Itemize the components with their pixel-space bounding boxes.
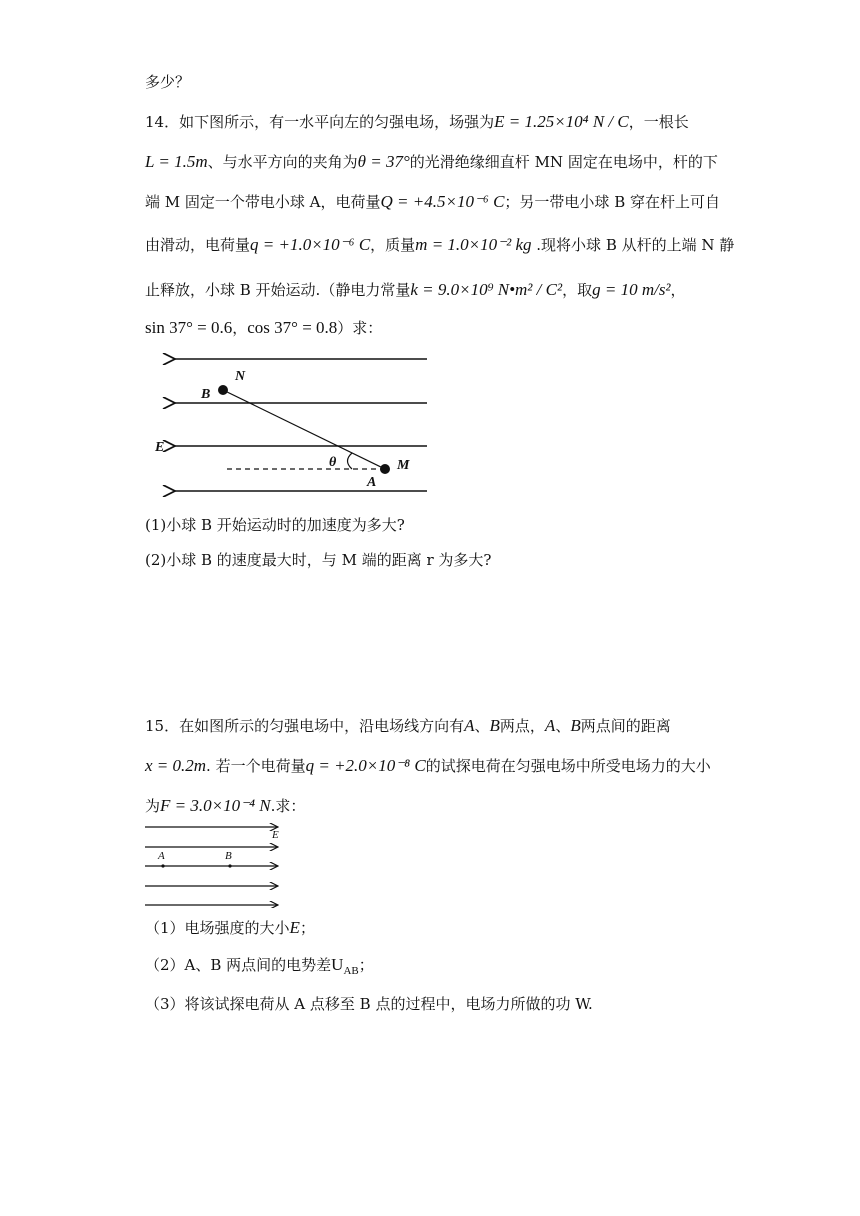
equation-mass: m = 1.0×10⁻² kg [415,235,532,254]
question-number: 14． [145,113,180,131]
ball-B [218,385,228,395]
ball-A [380,464,390,474]
text: . 若一个电荷量 [206,757,306,775]
q15-line-2 [145,756,711,776]
label-E: E [272,829,279,841]
equation-field-strength: E = 1.25×10⁴ N / C [494,112,629,131]
text: 的试探电荷在匀强电场中所受电场力的大小 [425,757,711,775]
q14-line-4 [145,235,734,255]
equation-charge-q: q = +1.0×10⁻⁶ C [250,235,371,254]
equation-angle: θ = 37° [357,152,410,171]
text: ，一根长 [628,113,689,131]
point-B: B [570,716,581,735]
point-B-dot [228,864,231,867]
q15-line-3 [145,796,305,816]
q15-sub-2 [145,955,374,981]
text: ； [358,956,374,974]
q15-sub-3: （3）将该试探电荷从 A 点移至 B 点的过程中，电场力所做的功 W. [145,995,593,1013]
text: 止释放，小球 B 开始运动.（静电力常量 [145,281,411,299]
label-M: M [397,458,410,473]
q15-figure [145,822,290,908]
text: ， [232,319,248,337]
text: .求： [270,797,306,815]
rod-MN [223,390,385,469]
label-A: A [367,475,377,490]
q14-figure [145,345,445,505]
q14-line-5 [145,280,686,300]
text: ；另一带电小球 B 穿在杆上可自 [504,193,720,211]
text: .现将小球 B 从杆的上端 N 静 [531,236,735,254]
equation-gravity: g = 10 m/s² [592,280,671,299]
q14-sub-1: (1)小球 B 开始运动时的加速度为多大? [145,516,405,534]
angle-arc [348,453,353,469]
symbol-U: U [331,955,344,974]
equation-force: F = 3.0×10⁻⁴ N [160,796,271,815]
text: ， [670,281,686,299]
text: 两点， [499,717,545,735]
equation-charge: q = +2.0×10⁻⁸ C [305,756,426,775]
label-B: B [225,850,232,862]
equation-sin: sin 37° = 0.6 [145,318,233,337]
q14-sub-2: (2)小球 B 的速度最大时，与 M 端的距离 r 为多大? [145,551,492,569]
text: ）求： [337,319,383,337]
q14-line-6 [145,318,382,338]
label-B: B [201,387,211,402]
equation-cos: cos 37° = 0.8 [247,318,338,337]
text: 、与水平方向的夹角为 [207,153,358,171]
text: ，质量 [370,236,416,254]
text: ，取 [562,281,593,299]
equation-charge-Q: Q = +4.5×10⁻⁶ C [380,192,505,211]
q15-line-1 [145,716,671,736]
q14-line-1 [145,112,689,132]
text: 、 [555,717,571,735]
text: 、 [474,717,490,735]
q15-sub-1 [145,918,315,938]
q14-line-3 [145,192,720,212]
text: 的光滑绝缘细直杆 MN 固定在电场中，杆的下 [409,153,718,171]
label-E: E [155,440,165,455]
q14-line-2 [145,152,718,172]
point-A: A [464,716,475,735]
point-A-dot [161,864,164,867]
text: 为 [145,797,161,815]
text: （2）A、B 两点间的电势差 [145,956,332,974]
text: ； [299,919,315,937]
text: 在如图所示的匀强电场中，沿电场线方向有 [179,717,465,735]
q13-tail: 多少？ [145,73,191,91]
text: 由滑动，电荷量 [145,236,251,254]
question-number: 15． [145,717,180,735]
point-A: A [544,716,556,735]
label-A: A [158,850,165,862]
text: 两点间的距离 [580,717,671,735]
text: 如下图所示，有一水平向左的匀强电场，场强为 [179,113,495,131]
symbol-E: E [289,918,300,937]
equation-coulomb-constant: k = 9.0×10⁹ N•m² / C² [410,280,563,299]
point-B: B [489,716,500,735]
label-N: N [235,369,246,384]
equation-distance: x = 0.2m [145,756,207,775]
text: 端 M 固定一个带电小球 A，电荷量 [145,193,381,211]
subscript-AB: AB [343,965,359,977]
text: （1）电场强度的大小 [145,919,290,937]
equation-length: L = 1.5m [145,152,208,171]
label-theta: θ [329,455,337,470]
